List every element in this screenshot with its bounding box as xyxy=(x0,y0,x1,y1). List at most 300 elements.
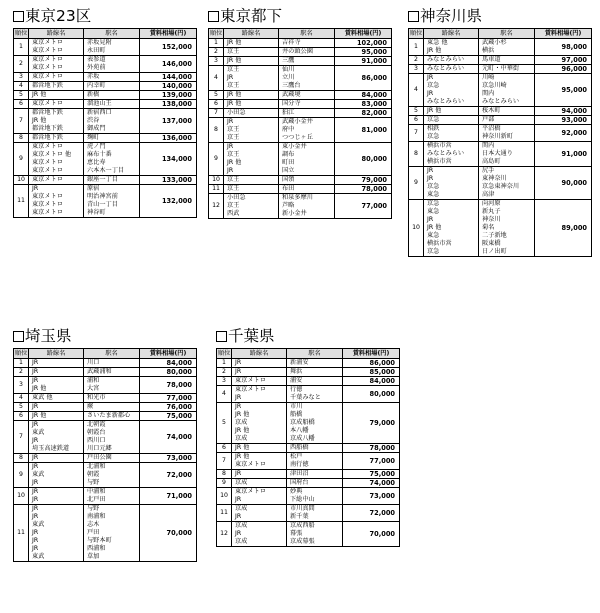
station-cell xyxy=(287,386,343,403)
line-name: JR xyxy=(427,90,434,97)
table-row xyxy=(14,91,197,100)
rank-cell: 6 xyxy=(14,100,29,109)
line-name: JR xyxy=(32,359,39,366)
station-name: 横浜 xyxy=(482,47,495,54)
line-name: JR xyxy=(227,143,234,150)
line-name: 東武 xyxy=(32,471,45,478)
table-header-row xyxy=(209,29,392,39)
station-cell xyxy=(287,479,343,488)
station-cell xyxy=(84,403,140,412)
line-name: JR xyxy=(32,437,39,444)
line-name: みなとみらい xyxy=(427,150,465,157)
price-cell: 79,000 xyxy=(343,403,400,444)
station-cell xyxy=(279,109,335,118)
line-cell xyxy=(29,134,84,143)
rank-cell: 3 xyxy=(14,377,29,394)
rank-cell: 1 xyxy=(409,39,424,56)
table-row xyxy=(14,488,197,505)
line-name: 東急 xyxy=(427,232,440,239)
ranking-table xyxy=(408,28,592,257)
line-cell xyxy=(224,66,279,91)
station-name: 恵比寿 xyxy=(87,159,106,166)
line-name: 東急 他 xyxy=(427,39,448,46)
table-row xyxy=(217,470,400,479)
line-name: 東京メトロ xyxy=(32,159,63,166)
rank-cell: 5 xyxy=(217,403,232,444)
table-row xyxy=(14,377,197,394)
line-name: JR xyxy=(32,421,39,428)
line-cell xyxy=(29,143,84,176)
station-cell xyxy=(287,403,343,444)
line-name: JR xyxy=(227,118,234,125)
rank-cell: 8 xyxy=(14,454,29,463)
table-row xyxy=(409,56,592,65)
price-cell: 72,000 xyxy=(140,463,197,488)
line-cell xyxy=(232,505,287,522)
checkbox-square-icon xyxy=(13,331,24,342)
station-name: 渋谷 xyxy=(87,117,100,124)
station-name: 元町・中華街 xyxy=(482,65,520,72)
station-name: 御成門 xyxy=(87,125,106,132)
price-cell: 77,000 xyxy=(140,394,197,403)
line-name: JR xyxy=(32,185,39,192)
station-name: 戸田 xyxy=(87,529,100,536)
station-name: 馬車道 xyxy=(482,56,501,63)
line-cell xyxy=(29,368,84,377)
line-name: JR xyxy=(427,216,434,223)
line-name: JR xyxy=(32,454,39,461)
station-name: 京成船橋 xyxy=(290,419,315,426)
station-name: 神奈川 xyxy=(482,216,501,223)
station-name: 町田 xyxy=(282,159,295,166)
line-cell xyxy=(29,359,84,368)
line-name: 東武 他 xyxy=(32,394,53,401)
price-cell: 82,000 xyxy=(335,109,392,118)
station-cell xyxy=(479,200,535,257)
line-cell xyxy=(29,73,84,82)
station-name: 三鷹台 xyxy=(282,82,301,89)
line-name: みなとみらい xyxy=(427,98,465,105)
line-name: 都営地下鉄 xyxy=(32,134,63,141)
line-name: JR 他 xyxy=(427,47,442,54)
line-name: JR 他 xyxy=(427,107,442,114)
station-name: 二子新地 xyxy=(482,232,507,239)
line-name: 京王 xyxy=(227,66,240,73)
line-cell xyxy=(424,116,479,125)
table-header-row xyxy=(14,349,197,359)
station-cell xyxy=(479,74,535,107)
station-name: 与野 xyxy=(87,505,100,512)
column-header-rank: 順位 xyxy=(410,29,423,37)
line-name: みなとみらい xyxy=(427,56,465,63)
line-name: 横浜市営 xyxy=(427,240,452,247)
rank-cell: 4 xyxy=(409,74,424,107)
line-cell xyxy=(29,394,84,403)
price-cell: 70,000 xyxy=(140,505,197,562)
line-name: 東京メトロ 他 xyxy=(32,151,72,158)
price-cell: 80,000 xyxy=(335,143,392,176)
line-cell xyxy=(29,412,84,421)
station-name: 川崎 xyxy=(482,74,495,81)
station-cell xyxy=(279,118,335,143)
rank-cell: 3 xyxy=(14,73,29,82)
table-row xyxy=(14,73,197,82)
rank-cell: 4 xyxy=(14,394,29,403)
station-name: 本八幡 xyxy=(290,427,309,434)
rank-cell: 10 xyxy=(209,176,224,185)
line-cell xyxy=(29,100,84,109)
table-row xyxy=(209,185,392,194)
rank-cell: 5 xyxy=(14,91,29,100)
station-name: 阪東橋 xyxy=(482,240,501,247)
station-name: 京成八幡 xyxy=(290,435,315,442)
line-cell xyxy=(232,444,287,453)
station-cell xyxy=(287,444,343,453)
line-cell xyxy=(232,522,287,547)
line-cell xyxy=(232,479,287,488)
section-saitama xyxy=(13,326,197,562)
rank-cell: 2 xyxy=(409,56,424,65)
station-cell xyxy=(279,176,335,185)
rank-cell: 2 xyxy=(14,368,29,377)
table-row xyxy=(14,359,197,368)
line-name: 東武 xyxy=(32,521,45,528)
line-name: JR 他 xyxy=(235,444,250,451)
station-name: 国府台 xyxy=(290,479,309,486)
section-tokyo-toka xyxy=(208,6,392,219)
station-name: つつじヶ丘 xyxy=(282,134,313,141)
station-cell xyxy=(279,143,335,176)
station-name: 桜木町 xyxy=(482,107,501,114)
line-name: 東京メトロ xyxy=(32,47,63,54)
station-name: 銀座一丁目 xyxy=(87,176,118,183)
price-cell: 83,000 xyxy=(335,100,392,109)
line-cell xyxy=(29,505,84,562)
station-cell xyxy=(84,368,140,377)
rank-cell: 10 xyxy=(14,488,29,505)
table-header-row xyxy=(409,29,592,39)
station-name: 戸田公園 xyxy=(87,454,112,461)
station-name: 京急川崎 xyxy=(482,82,507,89)
line-name: JR xyxy=(32,377,39,384)
table-row xyxy=(409,167,592,200)
station-cell xyxy=(479,56,535,65)
station-name: 原宿 xyxy=(87,185,100,192)
table-row xyxy=(409,200,592,257)
station-name: 京成幕張 xyxy=(290,538,315,545)
station-name: 狛江 xyxy=(282,109,295,116)
column-header-rank: 順位 xyxy=(15,349,28,357)
price-cell: 84,000 xyxy=(140,359,197,368)
section-title: 東京都下 xyxy=(208,6,392,28)
rank-cell: 8 xyxy=(209,118,224,143)
price-cell: 140,000 xyxy=(140,82,197,91)
line-cell xyxy=(232,470,287,479)
line-name: 京成 xyxy=(235,419,248,426)
price-cell: 144,000 xyxy=(140,73,197,82)
station-name: 東小金井 xyxy=(282,143,307,150)
price-cell: 75,000 xyxy=(343,470,400,479)
rank-cell: 9 xyxy=(217,479,232,488)
line-name: 東京メトロ xyxy=(32,193,63,200)
line-cell xyxy=(424,39,479,56)
price-cell: 85,000 xyxy=(343,368,400,377)
rank-cell: 4 xyxy=(14,82,29,91)
table-row xyxy=(217,453,400,470)
line-name: 京成 xyxy=(235,522,248,529)
station-name: 市川真間 xyxy=(290,505,315,512)
table-row xyxy=(209,66,392,91)
ranking-table xyxy=(216,348,400,547)
station-cell xyxy=(479,116,535,125)
station-name: 西川口 xyxy=(87,437,106,444)
table-row xyxy=(217,368,400,377)
station-name: 武蔵小杉 xyxy=(482,39,507,46)
line-name: 都営地下鉄 xyxy=(32,82,63,89)
line-name: 東京メトロ xyxy=(32,56,63,63)
station-name: 溜池山王 xyxy=(87,100,112,107)
price-cell: 74,000 xyxy=(343,479,400,488)
table-row xyxy=(14,394,197,403)
rank-cell: 4 xyxy=(217,386,232,403)
table-header-row xyxy=(217,349,400,359)
station-name: さいたま新都心 xyxy=(87,412,131,419)
price-cell: 90,000 xyxy=(535,167,592,200)
station-name: 武蔵境 xyxy=(282,91,301,98)
station-cell xyxy=(84,454,140,463)
line-cell xyxy=(224,185,279,194)
line-cell xyxy=(424,125,479,142)
table-row xyxy=(14,412,197,421)
station-cell xyxy=(84,143,140,176)
line-cell xyxy=(29,56,84,73)
station-name: 幕張 xyxy=(290,530,303,537)
price-cell: 74,000 xyxy=(140,421,197,454)
rank-cell: 8 xyxy=(14,134,29,143)
section-title: 神奈川県 xyxy=(408,6,592,28)
line-name: 京成 xyxy=(235,538,248,545)
price-cell: 97,000 xyxy=(535,56,592,65)
rank-cell: 4 xyxy=(209,66,224,91)
line-name: JR xyxy=(427,175,434,182)
line-cell xyxy=(224,91,279,100)
line-cell xyxy=(224,100,279,109)
checkbox-square-icon xyxy=(408,11,419,22)
station-cell xyxy=(287,470,343,479)
station-cell xyxy=(479,107,535,116)
station-cell xyxy=(479,65,535,74)
line-name: JR 他 xyxy=(227,100,242,107)
column-header-line: 路線名 xyxy=(29,29,84,39)
station-name: 志木 xyxy=(87,521,100,528)
station-name: 高津 xyxy=(482,191,495,198)
station-name: 朝霞台 xyxy=(87,429,106,436)
table-row xyxy=(209,109,392,118)
price-cell: 91,000 xyxy=(535,142,592,167)
price-cell: 94,000 xyxy=(535,107,592,116)
rank-cell: 1 xyxy=(217,359,232,368)
station-cell xyxy=(84,412,140,421)
station-cell xyxy=(84,73,140,82)
price-cell: 81,000 xyxy=(335,118,392,143)
table-row xyxy=(217,359,400,368)
line-cell xyxy=(29,488,84,505)
line-cell xyxy=(232,359,287,368)
line-name: 東京メトロ xyxy=(32,39,63,46)
price-cell: 75,000 xyxy=(140,412,197,421)
station-cell xyxy=(279,66,335,91)
line-name: 京成 xyxy=(235,505,248,512)
station-name: 武蔵浦和 xyxy=(87,368,112,375)
station-cell xyxy=(84,394,140,403)
line-name: JR xyxy=(32,505,39,512)
line-name: 東京メトロ xyxy=(235,461,266,468)
line-name: JR xyxy=(235,530,242,537)
table-row xyxy=(217,386,400,403)
station-name: 武蔵小金井 xyxy=(282,118,313,125)
station-name: 虎ノ門 xyxy=(87,143,106,150)
table-row xyxy=(14,505,197,562)
station-cell xyxy=(279,91,335,100)
station-name: 六本木一丁目 xyxy=(87,167,125,174)
station-name: 与野 xyxy=(87,479,100,486)
line-name: 東京メトロ xyxy=(32,167,63,174)
rank-cell: 8 xyxy=(409,142,424,167)
rank-cell: 2 xyxy=(209,48,224,57)
station-cell xyxy=(287,359,343,368)
line-cell xyxy=(224,143,279,176)
station-cell xyxy=(84,185,140,218)
line-name: JR 他 xyxy=(235,453,250,460)
column-header-line: 路線名 xyxy=(29,349,84,359)
line-name: 京王 xyxy=(227,185,240,192)
line-name: 京王 xyxy=(227,48,240,55)
column-header-price: 賃料相場(円) xyxy=(140,29,197,39)
line-name: 東京メトロ xyxy=(32,201,63,208)
column-header-price: 賃料相場(円) xyxy=(140,349,197,359)
line-name: 京王 xyxy=(227,126,240,133)
line-name: JR xyxy=(32,496,39,503)
station-name: 尻手 xyxy=(482,167,495,174)
line-cell xyxy=(424,167,479,200)
table-row xyxy=(14,82,197,91)
station-name: 市川 xyxy=(290,403,303,410)
line-name: JR xyxy=(235,394,242,401)
table-row xyxy=(209,57,392,66)
table-row xyxy=(14,463,197,488)
station-name: 浦安 xyxy=(290,377,303,384)
column-header-station: 駅名 xyxy=(287,349,343,359)
table-row xyxy=(217,488,400,505)
table-row xyxy=(14,421,197,454)
price-cell: 73,000 xyxy=(343,488,400,505)
price-cell: 78,000 xyxy=(343,444,400,453)
price-cell: 136,000 xyxy=(140,134,197,143)
table-row xyxy=(14,109,197,134)
section-title: 埼玉県 xyxy=(13,326,197,348)
line-name: 都営地下鉄 xyxy=(32,109,63,116)
station-name: 表参道 xyxy=(87,56,106,63)
station-name: 戸部 xyxy=(482,116,495,123)
rank-cell: 5 xyxy=(409,107,424,116)
station-cell xyxy=(84,377,140,394)
price-cell: 84,000 xyxy=(335,91,392,100)
station-cell xyxy=(84,100,140,109)
line-name: 京成 xyxy=(235,435,248,442)
station-name: 北戸田 xyxy=(87,496,106,503)
line-cell xyxy=(224,194,279,219)
station-name: 東神奈川 xyxy=(482,175,507,182)
station-name: 高島町 xyxy=(482,158,501,165)
line-cell xyxy=(224,176,279,185)
rank-cell: 1 xyxy=(14,359,29,368)
line-cell xyxy=(224,118,279,143)
table-row xyxy=(409,39,592,56)
station-name: 内幸町 xyxy=(87,82,106,89)
price-cell: 102,000 xyxy=(335,39,392,48)
table-row xyxy=(217,403,400,444)
station-name: 西浦和 xyxy=(87,545,106,552)
price-cell: 78,000 xyxy=(335,185,392,194)
table-row xyxy=(209,118,392,143)
station-name: 明治神宮前 xyxy=(87,193,118,200)
line-name: JR xyxy=(235,368,242,375)
line-name: 東京メトロ xyxy=(32,64,63,71)
line-name: 京王 xyxy=(227,176,240,183)
line-name: 京急 xyxy=(427,133,440,140)
line-name: JR xyxy=(235,470,242,477)
line-name: 横浜市営 xyxy=(427,142,452,149)
rank-cell: 7 xyxy=(409,125,424,142)
station-name: 中浦和 xyxy=(87,488,106,495)
line-name: 京急 xyxy=(427,116,440,123)
line-cell xyxy=(424,65,479,74)
line-name: 東京メトロ xyxy=(32,143,63,150)
station-name: 神奈川新町 xyxy=(482,133,513,140)
line-name: 東京メトロ xyxy=(235,488,266,495)
table-row xyxy=(409,65,592,74)
price-cell: 72,000 xyxy=(343,505,400,522)
table-row xyxy=(14,56,197,73)
line-name: 都営地下鉄 xyxy=(32,125,63,132)
table-row xyxy=(209,143,392,176)
line-name: JR xyxy=(235,403,242,410)
station-name: 津田沼 xyxy=(290,470,309,477)
station-name: 大宮 xyxy=(87,385,100,392)
station-cell xyxy=(287,505,343,522)
table-row xyxy=(217,505,400,522)
station-cell xyxy=(287,377,343,386)
line-cell xyxy=(224,109,279,118)
station-name: 浦和 xyxy=(87,377,100,384)
station-cell xyxy=(279,185,335,194)
station-name: 吉祥寺 xyxy=(282,39,301,46)
station-name: 松戸 xyxy=(290,453,303,460)
station-cell xyxy=(279,48,335,57)
station-name: 仙川 xyxy=(282,66,295,73)
station-name: 関内 xyxy=(482,142,495,149)
station-name: 菊名 xyxy=(482,224,495,231)
line-cell xyxy=(424,200,479,257)
section-title: 千葉県 xyxy=(216,326,400,348)
column-header-line: 路線名 xyxy=(232,349,287,359)
station-cell xyxy=(279,100,335,109)
rank-cell: 7 xyxy=(14,109,29,134)
line-cell xyxy=(29,185,84,218)
rank-cell: 3 xyxy=(209,57,224,66)
line-name: 京急 xyxy=(427,82,440,89)
rank-cell: 9 xyxy=(14,143,29,176)
